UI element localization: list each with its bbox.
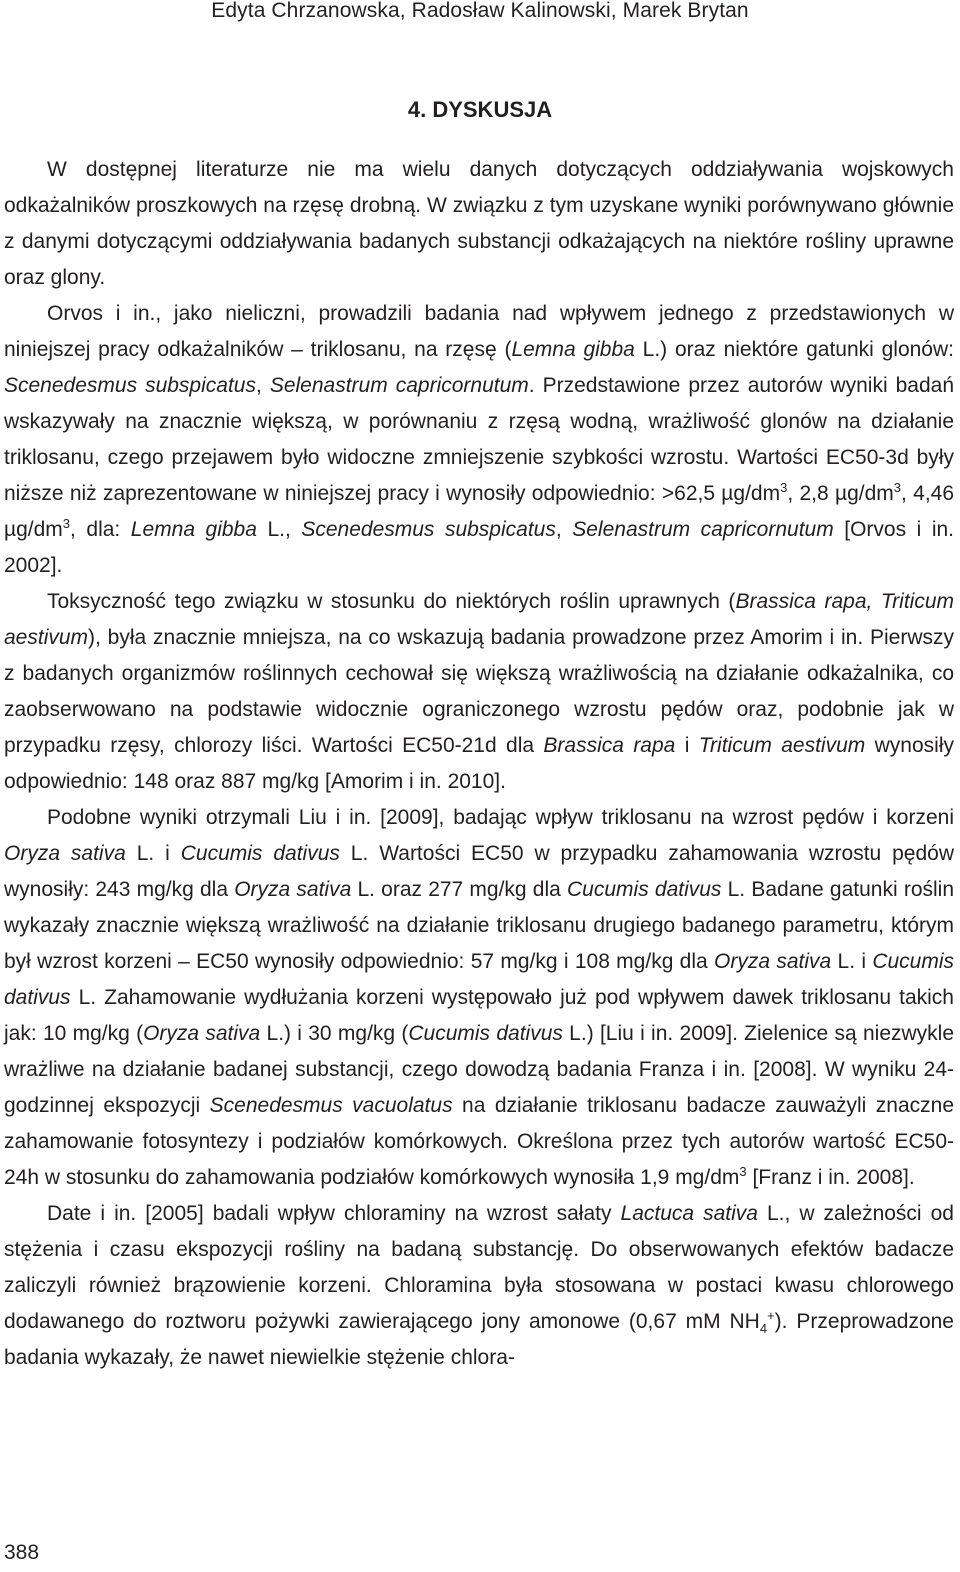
italic-text: Lactuca sativa <box>620 1202 758 1225</box>
italic-text: Cucumis dativus <box>408 1022 563 1045</box>
text-run: Toksyczność tego związku w stosunku do niektórych roślin uprawnych ( <box>47 590 736 613</box>
italic-text: Selenastrum capricornutum <box>572 518 834 541</box>
text-run: ), była znacznie mniejsza, na co wskazują badania prowadzone przez Amorim i in. Pierwszy z badanych organizmów roślinnych cechował się większą wrażliwością na działanie odkażalnika, co zaobserwowano na podstawie widocznie ograniczonego wzrostu pędów oraz, podobnie jak w przypadku rzęsy, chlorozy liści. Wartości EC50-21d dla <box>4 626 954 757</box>
paragraph <box>4 296 954 584</box>
text-run: i <box>675 734 699 757</box>
paragraph <box>4 152 954 296</box>
text-run: L. Wartości EC50 w przypadku zahamowania wzrostu pędów wynosiły: 243 mg/kg dla <box>4 842 955 901</box>
italic-text: Cucumis dativus <box>180 842 340 865</box>
italic-text: Brassica rapa, Triticum aestivum <box>4 590 954 649</box>
italic-text: Oryza sativa <box>714 950 832 973</box>
text-run: L. Badane gatunki roślin wykazały znacznie większą wrażliwość na działanie triklosanu drugiego badanego parametru, którym był wzrost korzeni – EC50 wynosiły odpowiednio: 57 mg/kg i 108 mg/kg dla <box>4 878 955 973</box>
page-number: 388 <box>4 1541 40 1564</box>
italic-text: Scenedesmus vacuolatus <box>209 1094 453 1117</box>
italic-text: Selenastrum capricornutum <box>269 374 529 397</box>
text-run: W dostępnej literaturze nie ma wielu danych dotyczących oddziaływania wojskowych odkażalników proszkowych na rzęsę drobną. W związku z tym uzyskane wyniki porównywano głównie z danymi dotyczącymi oddziaływania badanych substancji odkażających na niektóre rośliny uprawne oraz glony. <box>4 158 954 289</box>
text-run: Orvos i in., jako nieliczni, prowadzili badania nad wpływem jednego z przedstawionych w niniejszej pracy odkażalników – triklosanu, na rzęsę ( <box>4 302 954 361</box>
paragraph <box>4 584 954 800</box>
text-run: , 4,46 µg/dm <box>4 482 955 541</box>
text-run: Podobne wyniki otrzymali Liu i in. [2009], badając wpływ triklosanu na wzrost pędów i korzeni <box>47 806 954 829</box>
text-run: L. i <box>831 950 873 973</box>
text-run: wynosiły odpowiednio: 148 oraz 887 mg/kg [Amorim i in. 2010]. <box>4 734 954 793</box>
section-title: 4. DYSKUSJA <box>407 97 553 122</box>
superscript: 3 <box>739 1164 747 1179</box>
italic-text: Triticum aestivum <box>698 734 866 757</box>
text-run: , 2,8 µg/dm <box>787 482 894 505</box>
italic-text: Scenedesmus subspicatus <box>4 374 256 397</box>
text-run: L., w zależności od stężenia i czasu ekspozycji rośliny na badaną substancję. Do obserwowanych efektów badacze zaliczyli również brązowienie korzeni. Chloramina była stosowana w postaci kwasu chlorowego dodawanego do roztworu pożywki zawierającego jony amonowe (0,67 mM NH <box>4 1202 954 1333</box>
italic-text: Cucumis dativus <box>567 878 722 901</box>
text-run: L., <box>256 518 302 541</box>
italic-text: Oryza sativa <box>143 1022 261 1045</box>
italic-text: Scenedesmus subspicatus <box>301 518 556 541</box>
paragraph <box>4 1196 954 1376</box>
text-run: , <box>255 374 270 397</box>
superscript: 3 <box>893 480 901 495</box>
italic-text: Oryza sativa <box>4 842 126 865</box>
italic-text: Brassica rapa <box>543 734 676 757</box>
text-run: [Franz i in. 2008]. <box>746 1166 915 1189</box>
text-run: na działanie triklosanu badacze zauważyli znaczne zahamowanie fotosyntezy i podziałów komórkowych. Określona przez tych autorów wartość EC50-24h w stosunku do zahamowania podziałów komórkowych wynosiła 1,9 mg/dm <box>4 1094 954 1189</box>
text-run: , dla: <box>70 518 131 541</box>
text-run: L.) oraz niektóre gatunki glonów: <box>634 338 954 361</box>
body-text <box>4 152 954 1376</box>
text-run: L.) [Liu i in. 2009]. Zielenice są niezwykle wrażliwe na działanie badanej substancji, czego dowodzą badania Franza i in. [2008]. W wyniku 24-godzinnej ekspozycji <box>4 1022 955 1117</box>
italic-text: Cucumis dativus <box>4 950 954 1009</box>
text-run: Date i in. [2005] badali wpływ chloraminy na wzrost sałaty <box>47 1202 621 1225</box>
text-run: ). Przeprowadzone badania wykazały, że nawet niewielkie stężenie chlora- <box>4 1310 954 1369</box>
text-run: L. Zahamowanie wydłużania korzeni występowało już pod wpływem dawek triklosanu takich jak: 10 mg/kg ( <box>4 986 954 1045</box>
italic-text: Lemna gibba <box>511 338 635 361</box>
superscript: 3 <box>62 516 71 531</box>
text-run: . Przedstawione przez autorów wyniki badań wskazywały na znacznie większą, w porównaniu z rzęsą wodną, wrażliwość glonów na działanie triklosanu, czego przejawem było widoczne zmniejszenie szybkości wzrostu. Wartości EC50-3d były niższe niż zaprezentowane w niniejszej pracy i wynosiły odpowiednio: >62,5 µg/dm <box>4 374 955 505</box>
italic-text: Oryza sativa <box>234 878 352 901</box>
text-run: , <box>555 518 573 541</box>
subscript: 4 <box>759 1321 768 1336</box>
text-run: L. oraz 277 mg/kg dla <box>351 878 568 901</box>
paragraph <box>4 800 954 1196</box>
text-run: L. i <box>125 842 181 865</box>
superscript: + <box>767 1308 775 1323</box>
text-run: [Orvos i in. 2002]. <box>4 518 954 577</box>
superscript: 3 <box>780 480 788 495</box>
text-run: L.) i 30 mg/kg ( <box>260 1022 409 1045</box>
running-head: Edyta Chrzanowska, Radosław Kalinowski, Marek Brytan <box>211 0 749 22</box>
italic-text: Lemna gibba <box>130 518 257 541</box>
